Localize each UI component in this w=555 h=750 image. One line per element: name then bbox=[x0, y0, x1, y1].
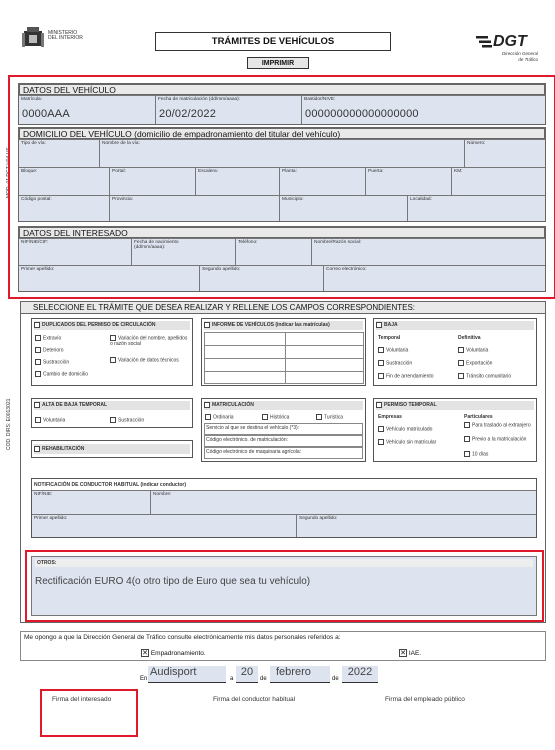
matriculacion-servicio-field[interactable]: Servicio al que se destina el vehículo (*3): bbox=[204, 423, 363, 435]
checkbox[interactable] bbox=[34, 446, 40, 452]
via-type-label: Tipo de vía: bbox=[21, 141, 46, 146]
via-name-label: Nombre de la vía: bbox=[102, 141, 140, 146]
baja-temporal-label: Temporal bbox=[378, 335, 401, 341]
consent-empadronamiento[interactable]: ✕ Empadronamiento. bbox=[142, 650, 206, 657]
matriculacion-ordinaria[interactable]: Ordinaria bbox=[205, 414, 234, 420]
a-label: a bbox=[230, 676, 234, 682]
consent-section bbox=[20, 631, 546, 661]
municipality-label: Municipio: bbox=[282, 197, 304, 202]
permiso-vehiculo-matriculado[interactable]: Vehículo matriculado bbox=[378, 426, 432, 432]
checked-checkbox[interactable]: ✕ bbox=[400, 650, 406, 657]
permiso-previo[interactable]: Previo a la matriculación bbox=[464, 436, 534, 442]
email-label: Correo electrónico: bbox=[326, 267, 367, 272]
checkbox[interactable] bbox=[35, 417, 41, 423]
month-field[interactable]: febrero bbox=[270, 666, 330, 683]
vehicle-section-title: DATOS DEL VEHÍCULO bbox=[19, 84, 545, 95]
dgt-logo-text: DGT bbox=[493, 33, 527, 50]
dgt-sub-1: Dirección General bbox=[501, 51, 538, 56]
permiso-temporal-title: PERMISO TEMPORAL bbox=[376, 401, 534, 410]
day-field[interactable]: 20 bbox=[236, 666, 258, 683]
checkbox[interactable] bbox=[464, 436, 470, 442]
permiso-10-dias[interactable]: 10 días bbox=[464, 451, 488, 457]
surname2-label: Segundo apellido: bbox=[202, 267, 241, 272]
checkbox[interactable] bbox=[110, 357, 116, 363]
checkbox[interactable] bbox=[35, 335, 41, 341]
province-label: Provincia: bbox=[112, 197, 134, 202]
name-label: Nombre/Razón social: bbox=[314, 240, 362, 245]
checkbox[interactable] bbox=[35, 359, 41, 365]
informe-plates-grid[interactable] bbox=[204, 332, 364, 384]
checkbox[interactable] bbox=[378, 360, 384, 366]
permiso-empresas-label: Empresas bbox=[378, 414, 402, 420]
door-label: Puerta: bbox=[368, 169, 384, 174]
baja-temporal-sustraccion[interactable]: Sustracción bbox=[378, 360, 412, 366]
checkbox[interactable] bbox=[458, 360, 464, 366]
print-button[interactable]: IMPRIMIR bbox=[247, 57, 309, 69]
checkbox[interactable] bbox=[458, 373, 464, 379]
postal-code-label: Código postal: bbox=[21, 197, 52, 202]
dgt-subtitle bbox=[498, 51, 538, 63]
permiso-particulares-label: Particulares bbox=[464, 414, 493, 420]
birth-date-format: (dd/mm/aaaa): bbox=[134, 245, 166, 250]
highlight-personal-data bbox=[8, 75, 555, 299]
place-date-line bbox=[140, 665, 380, 687]
notif-name-field[interactable] bbox=[150, 490, 536, 514]
en-label: En bbox=[140, 676, 148, 682]
duplicados-option-domicilio[interactable]: Cambio de domicilio bbox=[35, 371, 88, 377]
phone-label: Teléfono: bbox=[238, 240, 258, 245]
checkbox[interactable] bbox=[464, 422, 470, 428]
notificacion-group bbox=[31, 478, 537, 538]
baja-title: BAJA bbox=[376, 321, 534, 330]
duplicados-option-deterioro[interactable]: Deterioro bbox=[35, 347, 64, 353]
matriculacion-turistica[interactable]: Turística bbox=[316, 414, 343, 420]
duplicados-option-nombre[interactable]: Variación del nombre, apellidos o razón social bbox=[110, 335, 188, 348]
alta-voluntaria[interactable]: Voluntaria bbox=[35, 417, 65, 423]
checkbox[interactable] bbox=[378, 439, 384, 445]
notificacion-title: NOTIFICACIÓN DE CONDUCTOR HABITUAL (indicar conductor) bbox=[34, 482, 187, 488]
checkbox[interactable] bbox=[35, 347, 41, 353]
duplicados-title: DUPLICADOS DEL PERMISO DE CIRCULACIÓN bbox=[34, 321, 190, 330]
dgt-logo bbox=[476, 33, 536, 63]
duplicados-option-tecnicos[interactable]: Variación de datos técnicos bbox=[110, 357, 190, 363]
consent-iae[interactable]: ✕ IAE. bbox=[400, 650, 422, 657]
duplicados-option-sustraccion[interactable]: Sustracción bbox=[35, 359, 69, 365]
matriculacion-agricola-field[interactable]: Código electrónico de maquinaria agrícola: bbox=[204, 447, 363, 459]
signature-conductor-label: Firma del conductor habitual bbox=[213, 696, 296, 703]
side-code-bottom: COD. DIRS: E0013021 bbox=[6, 398, 12, 450]
consent-text: Me opongo a que la Dirección General de Tráfico consulte electrónicamente mis datos personales referidos a: bbox=[24, 634, 341, 641]
duplicados-option-extravio[interactable]: Extravío bbox=[35, 335, 61, 341]
stair-label: Escalera: bbox=[198, 169, 218, 174]
baja-definitiva-exportacion[interactable]: Exportación bbox=[458, 360, 492, 366]
birth-date-label: Fecha de nacimiento bbox=[134, 240, 179, 245]
dgt-sub-2: de Tráfico bbox=[518, 57, 538, 62]
highlight-otros bbox=[25, 550, 544, 622]
vin-label: Bastidor/NIVE: bbox=[304, 97, 336, 102]
baja-definitiva-voluntaria[interactable]: Voluntaria bbox=[458, 347, 488, 353]
notif-nif-label: NIF/NIE: bbox=[34, 492, 53, 497]
signature-interesado-area[interactable] bbox=[44, 706, 134, 734]
otros-text: Rectificación EURO 4(o otro tipo de Euro que sea tu vehículo) bbox=[35, 576, 311, 587]
checkbox[interactable] bbox=[205, 414, 211, 420]
baja-temporal-fin-arrendamiento[interactable]: Fin de arrendamiento bbox=[378, 373, 434, 379]
notif-surname2-field[interactable] bbox=[296, 514, 536, 537]
checkbox[interactable] bbox=[378, 347, 384, 353]
year-field[interactable]: 2022 bbox=[342, 666, 378, 683]
registration-date-value: 20/02/2022 bbox=[159, 108, 217, 120]
ministry-crest bbox=[22, 26, 44, 50]
rehabilitacion-group bbox=[31, 440, 193, 458]
notif-surname1-label: Primer apellido: bbox=[34, 516, 68, 521]
checkbox[interactable] bbox=[110, 335, 116, 341]
de-label-1: de bbox=[260, 676, 267, 682]
nif-label: NIF/NIE/CIF: bbox=[21, 240, 49, 245]
plate-value: 0000AAA bbox=[22, 108, 70, 120]
checkbox[interactable] bbox=[378, 373, 384, 379]
matriculacion-group bbox=[201, 398, 366, 462]
number-label: Número: bbox=[467, 141, 486, 146]
dgt-logo-icon bbox=[476, 36, 492, 48]
floor-label: Planta: bbox=[282, 169, 297, 174]
baja-group bbox=[373, 318, 537, 386]
checkbox[interactable] bbox=[378, 426, 384, 432]
domicile-section-title: DOMICILIO DEL VEHÍCULO (domicilio de empadronamiento del titular del vehículo) bbox=[19, 128, 545, 139]
otros-label: OTROS: bbox=[35, 559, 533, 567]
checked-checkbox[interactable]: ✕ bbox=[142, 650, 148, 657]
alta-title: ALTA DE BAJA TEMPORAL bbox=[34, 401, 190, 410]
permiso-traslado[interactable]: Para traslado al extranjero bbox=[464, 422, 534, 428]
informe-group bbox=[201, 318, 366, 386]
block-label: Bloque: bbox=[21, 169, 38, 174]
matriculacion-historica[interactable]: Histórica bbox=[262, 414, 289, 420]
alta-group bbox=[31, 398, 193, 428]
side-code-top: MOD. 01 DGT-V04-VS bbox=[6, 147, 12, 198]
city-field[interactable]: Audisport bbox=[148, 666, 226, 683]
signature-empleado-label: Firma del empleado público bbox=[385, 696, 465, 703]
page-title-box bbox=[155, 32, 391, 51]
ministry-line-2: DEL INTERIOR bbox=[48, 35, 83, 41]
checkbox[interactable] bbox=[316, 414, 322, 420]
notif-name-label: Nombre: bbox=[153, 492, 172, 497]
procedures-title: SELECCIONE EL TRÁMITE QUE DESEA REALIZAR Y RELLENE LOS CAMPOS CORRESPONDIENTES: bbox=[21, 302, 545, 314]
baja-temporal-voluntaria[interactable]: Voluntaria bbox=[378, 347, 408, 353]
plate-label: Matrícula: bbox=[21, 97, 43, 102]
informe-title: INFORME DE VEHÍCULOS (indicar las matrículas) bbox=[204, 321, 363, 330]
checkbox[interactable] bbox=[458, 347, 464, 353]
notif-nif-field[interactable] bbox=[32, 490, 150, 514]
vin-value: 000000000000000000 bbox=[305, 108, 419, 120]
portal-label: Portal: bbox=[112, 169, 126, 174]
signature-interesado-label: Firma del interesado bbox=[52, 696, 112, 703]
notif-surname1-field[interactable] bbox=[32, 514, 296, 537]
notif-surname2-label: Segundo apellido: bbox=[299, 516, 338, 521]
surname1-label: Primer apellido: bbox=[21, 267, 55, 272]
registration-date-label: Fecha de matriculación (dd/mm/aaaa): bbox=[158, 97, 241, 102]
de-label-2: de bbox=[332, 676, 339, 682]
interested-section-title: DATOS DEL INTERESADO bbox=[19, 227, 545, 238]
alta-sustraccion[interactable]: Sustracción bbox=[110, 417, 144, 423]
checkbox[interactable] bbox=[110, 417, 116, 423]
locality-label: Localidad: bbox=[410, 197, 432, 202]
checkbox[interactable] bbox=[262, 414, 268, 420]
page-title: TRÁMITES DE VEHÍCULOS bbox=[211, 36, 335, 47]
baja-definitiva-label: Definitiva bbox=[458, 335, 481, 341]
ministry-line-1: MINISTERIO bbox=[48, 30, 78, 36]
matriculacion-codigo-field[interactable]: Código electrónico. de matriculación: bbox=[204, 435, 363, 447]
rehabilitacion-option[interactable]: REHABILITACIÓN bbox=[34, 444, 190, 454]
permiso-temporal-group bbox=[373, 398, 537, 462]
duplicados-group bbox=[31, 318, 193, 386]
matriculacion-title: MATRICULACIÓN bbox=[204, 401, 363, 410]
km-label: KM: bbox=[454, 169, 463, 174]
checkbox[interactable] bbox=[464, 451, 470, 457]
checkbox[interactable] bbox=[35, 371, 41, 377]
baja-definitiva-transito[interactable]: Tránsito comunitario bbox=[458, 373, 511, 379]
ministry-name bbox=[48, 31, 83, 41]
permiso-vehiculo-sin-matricular[interactable]: Vehículo sin matricular bbox=[378, 439, 436, 445]
